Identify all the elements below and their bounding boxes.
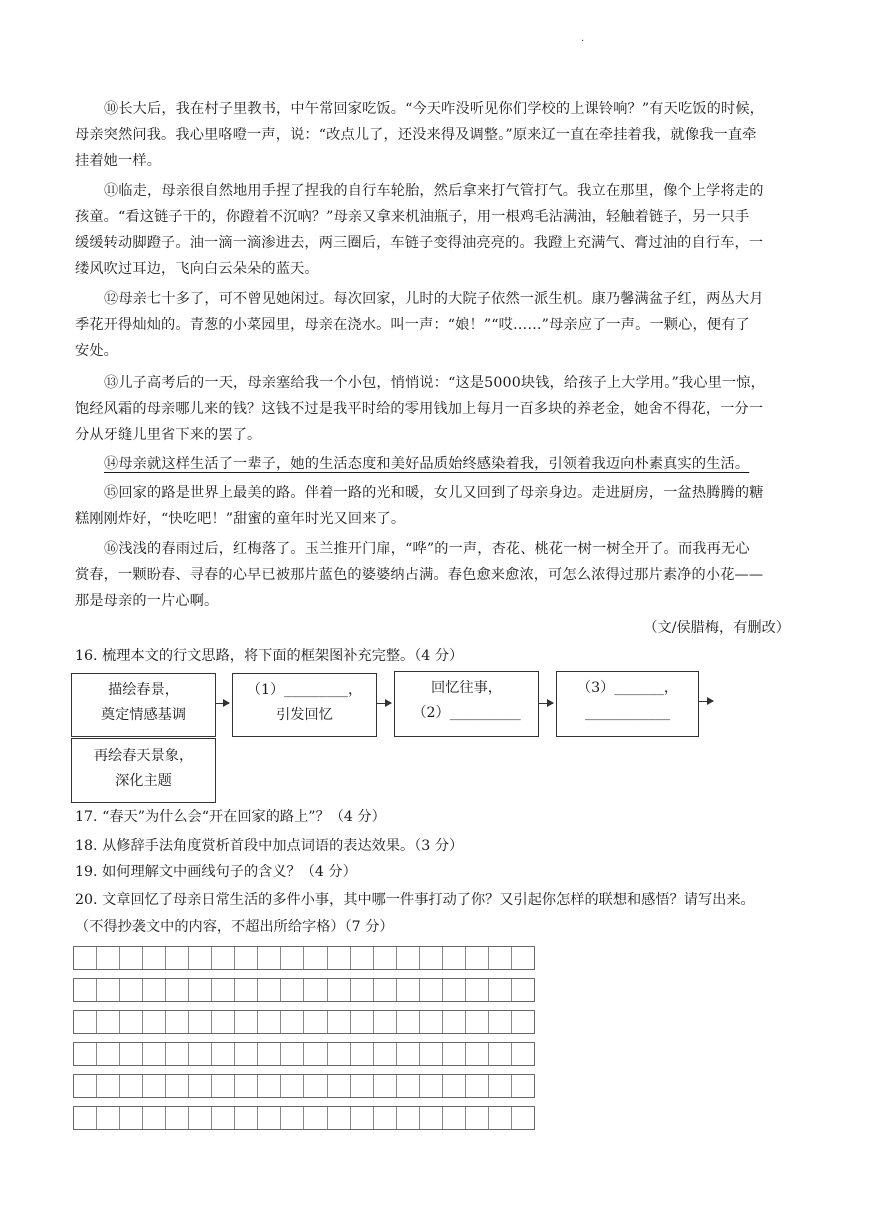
grid-cell[interactable] <box>166 1043 189 1065</box>
grid-cell[interactable] <box>466 947 489 969</box>
grid-cell[interactable] <box>143 1075 166 1097</box>
grid-cell[interactable] <box>281 979 304 1001</box>
grid-cell[interactable] <box>420 1043 443 1065</box>
grid-cell[interactable] <box>420 1011 443 1033</box>
question-16: 16. 梳理本文的行文思路，将下面的框架图补充完整。（4 分） <box>75 648 464 664</box>
grid-cell[interactable] <box>120 947 143 969</box>
text-line: 安处。 <box>75 343 119 359</box>
text-line: ⑯浅浅的春雨过后，红梅落了。玉兰推开门扉，“哗”的一声，杏花、桃花一树一树全开了。而我再无心 <box>104 541 750 557</box>
grid-cell[interactable] <box>74 1075 97 1097</box>
grid-cell[interactable] <box>74 1107 97 1129</box>
grid-cell[interactable] <box>74 979 97 1001</box>
grid-cell[interactable] <box>489 979 512 1001</box>
grid-cell[interactable] <box>235 1011 258 1033</box>
grid-cell[interactable] <box>166 1075 189 1097</box>
flow-arrow <box>698 701 713 702</box>
grid-cell[interactable] <box>304 1011 327 1033</box>
grid-cell[interactable] <box>374 1075 397 1097</box>
flow-box-1 <box>71 673 216 737</box>
grid-cell[interactable] <box>443 979 466 1001</box>
question-20: 20. 文章回忆了母亲日常生活的多件小事，其中哪一件事打动了你？又引起你怎样的联想和感悟？请写出来。 <box>75 892 755 908</box>
grid-cell[interactable] <box>351 1107 374 1129</box>
grid-cell[interactable] <box>351 1075 374 1097</box>
grid-cell[interactable] <box>397 1011 420 1033</box>
text-line: 缓缓转动脚蹬子。油一滴一滴渗进去，两三圈后，车链子变得油亮亮的。我蹬上充满气、膏过油的自行车，一 <box>75 235 764 251</box>
grid-cell[interactable] <box>304 1075 327 1097</box>
flow-box-2[interactable] <box>232 673 377 737</box>
grid-cell[interactable] <box>512 1011 534 1033</box>
question-19: 19. 如何理解文中画线句子的含义？（4 分） <box>75 864 357 880</box>
grid-cell[interactable] <box>328 979 351 1001</box>
grid-cell[interactable] <box>466 1011 489 1033</box>
grid-cell[interactable] <box>74 947 97 969</box>
text-line: ⑬儿子高考后的一天，母亲塞给我一个小包，悄悄说：“这是5000块钱，给孩子上大学用。”我心里一惊， <box>104 375 765 391</box>
text-line: 挂着她一样。 <box>75 153 162 169</box>
grid-cell[interactable] <box>189 1043 212 1065</box>
grid-cell[interactable] <box>281 1107 304 1129</box>
grid-cell[interactable] <box>443 1043 466 1065</box>
underlined-sentence: ⑭母亲就这样生活了一辈子，她的生活态度和美好品质始终感染着我，引领着我迈向朴素真实的生活。 <box>104 456 750 472</box>
paragraph-16 <box>75 536 803 614</box>
paragraph-12 <box>75 286 803 364</box>
text-line: 饱经风霜的母亲哪儿来的钱？这钱不过是我平时给的零用钱加上每月一百多块的养老金，她舍不得花，一分一 <box>75 401 764 417</box>
grid-row <box>73 1042 535 1066</box>
grid-cell[interactable] <box>328 947 351 969</box>
flow-arrow <box>215 703 229 704</box>
grid-cell[interactable] <box>143 1107 166 1129</box>
grid-cell[interactable] <box>120 979 143 1001</box>
grid-cell[interactable] <box>304 979 327 1001</box>
grid-cell[interactable] <box>374 1043 397 1065</box>
grid-cell[interactable] <box>189 979 212 1001</box>
grid-cell[interactable] <box>97 979 120 1001</box>
grid-cell[interactable] <box>120 1107 143 1129</box>
grid-cell[interactable] <box>466 1043 489 1065</box>
grid-cell[interactable] <box>328 1043 351 1065</box>
grid-cell[interactable] <box>351 1043 374 1065</box>
grid-cell[interactable] <box>97 947 120 969</box>
grid-cell[interactable] <box>466 1107 489 1129</box>
grid-cell[interactable] <box>374 979 397 1001</box>
grid-cell[interactable] <box>235 1075 258 1097</box>
grid-cell[interactable] <box>420 979 443 1001</box>
grid-cell[interactable] <box>397 1075 420 1097</box>
paragraph-11 <box>75 178 803 282</box>
blank-1-prompt: （1）_________， <box>246 682 363 698</box>
grid-cell[interactable] <box>97 1043 120 1065</box>
text-line: ⑫母亲七十多了，可不曾见她闲过。每次回家，儿时的大院子依然一派生机。康乃馨满盆子红，两丛大月 <box>104 291 764 307</box>
grid-cell[interactable] <box>466 1075 489 1097</box>
grid-cell[interactable] <box>281 1011 304 1033</box>
grid-cell[interactable] <box>120 1075 143 1097</box>
grid-cell[interactable] <box>328 1107 351 1129</box>
grid-cell[interactable] <box>143 979 166 1001</box>
text-line: ⑮回家的路是世界上最美的路。伴着一路的光和暖，女儿又回到了母亲身边。走进厨房，一盆热腾腾的糖 <box>104 485 764 501</box>
text-line: 赏春，一颗盼春、寻春的心早已被那片蓝色的婆婆纳占满。春色愈来愈浓，可怎么浓得过那片素净的小花—— <box>75 567 764 583</box>
flow-box-text: 描绘春景， <box>108 682 179 698</box>
flow-box-text: 深化主题 <box>115 773 172 789</box>
text-line: ⑩长大后，我在村子里教书，中午常回家吃饭。“今天咋没听见你们学校的上课铃响？”有天吃饭的时候， <box>104 101 764 117</box>
grid-row <box>73 978 535 1002</box>
grid-cell[interactable] <box>189 1011 212 1033</box>
grid-cell[interactable] <box>328 1075 351 1097</box>
grid-cell[interactable] <box>443 1107 466 1129</box>
grid-cell[interactable] <box>189 1075 212 1097</box>
text-line: 糕刚刚炸好，“快吃吧！”甜蜜的童年时光又回来了。 <box>75 511 406 527</box>
grid-cell[interactable] <box>97 1075 120 1097</box>
page-mark: · <box>581 36 585 47</box>
grid-row <box>73 946 535 970</box>
question-18: 18. 从修辞手法角度赏析首段中加点词语的表达效果。（3 分） <box>75 838 464 854</box>
question-20-note: （不得抄袭文中的内容，不超出所给字格）（7 分） <box>75 919 394 935</box>
grid-cell[interactable] <box>258 979 281 1001</box>
grid-cell[interactable] <box>97 1011 120 1033</box>
text-line: 孩童。“看这链子干的，你蹬着不沉吶？”母亲又拿来机油瓶子，用一根鸡毛沾满油，轻触着链子，另一只手 <box>75 209 750 225</box>
grid-cell[interactable] <box>489 1011 512 1033</box>
grid-cell[interactable] <box>258 1011 281 1033</box>
grid-cell[interactable] <box>120 1011 143 1033</box>
grid-row <box>73 1074 535 1098</box>
grid-cell[interactable] <box>351 979 374 1001</box>
grid-cell[interactable] <box>143 1043 166 1065</box>
grid-cell[interactable] <box>74 1043 97 1065</box>
grid-cell[interactable] <box>189 1107 212 1129</box>
blank-2-prompt: （2）__________ <box>412 705 521 721</box>
grid-cell[interactable] <box>374 1011 397 1033</box>
flow-box-text: 奠定情感基调 <box>100 707 187 723</box>
grid-cell[interactable] <box>420 1075 443 1097</box>
grid-cell[interactable] <box>258 1075 281 1097</box>
grid-cell[interactable] <box>489 1107 512 1129</box>
grid-row <box>73 1010 535 1034</box>
grid-cell[interactable] <box>304 1107 327 1129</box>
grid-cell[interactable] <box>258 1107 281 1129</box>
blank-3-line: ____________ <box>584 705 671 721</box>
grid-cell[interactable] <box>374 947 397 969</box>
grid-cell[interactable] <box>512 1075 534 1097</box>
grid-cell[interactable] <box>351 947 374 969</box>
blank-3-prompt: （3）_______， <box>576 680 679 696</box>
flow-box-text: 再绘春天景象， <box>93 748 194 764</box>
grid-cell[interactable] <box>212 1107 235 1129</box>
grid-cell[interactable] <box>466 979 489 1001</box>
grid-cell[interactable] <box>235 1043 258 1065</box>
grid-cell[interactable] <box>397 1107 420 1129</box>
grid-cell[interactable] <box>281 1043 304 1065</box>
grid-cell[interactable] <box>166 1011 189 1033</box>
flow-box-3[interactable] <box>394 671 539 737</box>
grid-cell[interactable] <box>489 1075 512 1097</box>
grid-cell[interactable] <box>489 1043 512 1065</box>
grid-cell[interactable] <box>258 947 281 969</box>
text-line: 分从牙缝儿里省下来的罢了。 <box>75 427 262 443</box>
grid-cell[interactable] <box>212 947 235 969</box>
grid-cell[interactable] <box>235 979 258 1001</box>
flow-arrow <box>538 703 553 704</box>
grid-cell[interactable] <box>443 1011 466 1033</box>
paragraph-10 <box>75 96 803 174</box>
grid-cell[interactable] <box>420 947 443 969</box>
text-line: ⑪临走，母亲很自然地用手捏了捏我的自行车轮胎，然后拿来打气管打气。我立在那里，像个上学将走的 <box>104 183 764 199</box>
flow-box-text: 回忆往事， <box>431 680 502 696</box>
grid-cell[interactable] <box>166 1107 189 1129</box>
grid-cell[interactable] <box>512 947 534 969</box>
grid-row <box>73 1106 535 1130</box>
grid-cell[interactable] <box>512 1107 534 1129</box>
grid-cell[interactable] <box>351 1011 374 1033</box>
grid-cell[interactable] <box>443 947 466 969</box>
flow-box-text: 引发回忆 <box>276 707 333 723</box>
answer-grid[interactable] <box>73 946 535 1138</box>
grid-cell[interactable] <box>281 1075 304 1097</box>
grid-cell[interactable] <box>512 1043 534 1065</box>
paragraph-13 <box>75 370 803 448</box>
paragraph-15 <box>75 480 803 532</box>
source-attribution: （文/侯腊梅，有删改） <box>643 620 790 636</box>
grid-cell[interactable] <box>212 1043 235 1065</box>
grid-cell[interactable] <box>258 1043 281 1065</box>
grid-cell[interactable] <box>397 947 420 969</box>
grid-cell[interactable] <box>189 947 212 969</box>
grid-cell[interactable] <box>212 1011 235 1033</box>
grid-cell[interactable] <box>97 1107 120 1129</box>
grid-cell[interactable] <box>443 1075 466 1097</box>
grid-cell[interactable] <box>281 947 304 969</box>
grid-cell[interactable] <box>397 1043 420 1065</box>
text-line: 母亲突然问我。我心里咯噔一声，说：“改点儿了，还没来得及调整。”原来辽一直在牵挂着我，就像我一直牵 <box>75 127 757 143</box>
grid-cell[interactable] <box>212 979 235 1001</box>
text-line: 那是母亲的一片心啊。 <box>75 593 219 609</box>
grid-cell[interactable] <box>143 1011 166 1033</box>
grid-cell[interactable] <box>166 979 189 1001</box>
grid-cell[interactable] <box>304 947 327 969</box>
grid-cell[interactable] <box>489 947 512 969</box>
grid-cell[interactable] <box>420 1107 443 1129</box>
text-line: 季花开得灿灿的。青葱的小菜园里，母亲在浇水。叫一声：“娘！”“哎……”母亲应了一声。一颗心，便有了 <box>75 317 750 333</box>
text-line: 缕风吹过耳边，飞向白云朵朵的蓝天。 <box>75 261 319 277</box>
grid-cell[interactable] <box>235 1107 258 1129</box>
flow-box-4[interactable] <box>556 671 699 737</box>
grid-cell[interactable] <box>74 1011 97 1033</box>
grid-cell[interactable] <box>166 947 189 969</box>
question-17: 17. “春天”为什么会“开在回家的路上”？（4 分） <box>75 809 386 825</box>
grid-cell[interactable] <box>328 1011 351 1033</box>
grid-cell[interactable] <box>235 947 258 969</box>
grid-cell[interactable] <box>397 979 420 1001</box>
grid-cell[interactable] <box>374 1107 397 1129</box>
paragraph-14 <box>75 451 803 477</box>
grid-cell[interactable] <box>304 1043 327 1065</box>
flow-arrow <box>376 703 391 704</box>
grid-cell[interactable] <box>120 1043 143 1065</box>
grid-cell[interactable] <box>512 979 534 1001</box>
flow-box-5 <box>71 738 216 803</box>
grid-cell[interactable] <box>212 1075 235 1097</box>
grid-cell[interactable] <box>143 947 166 969</box>
